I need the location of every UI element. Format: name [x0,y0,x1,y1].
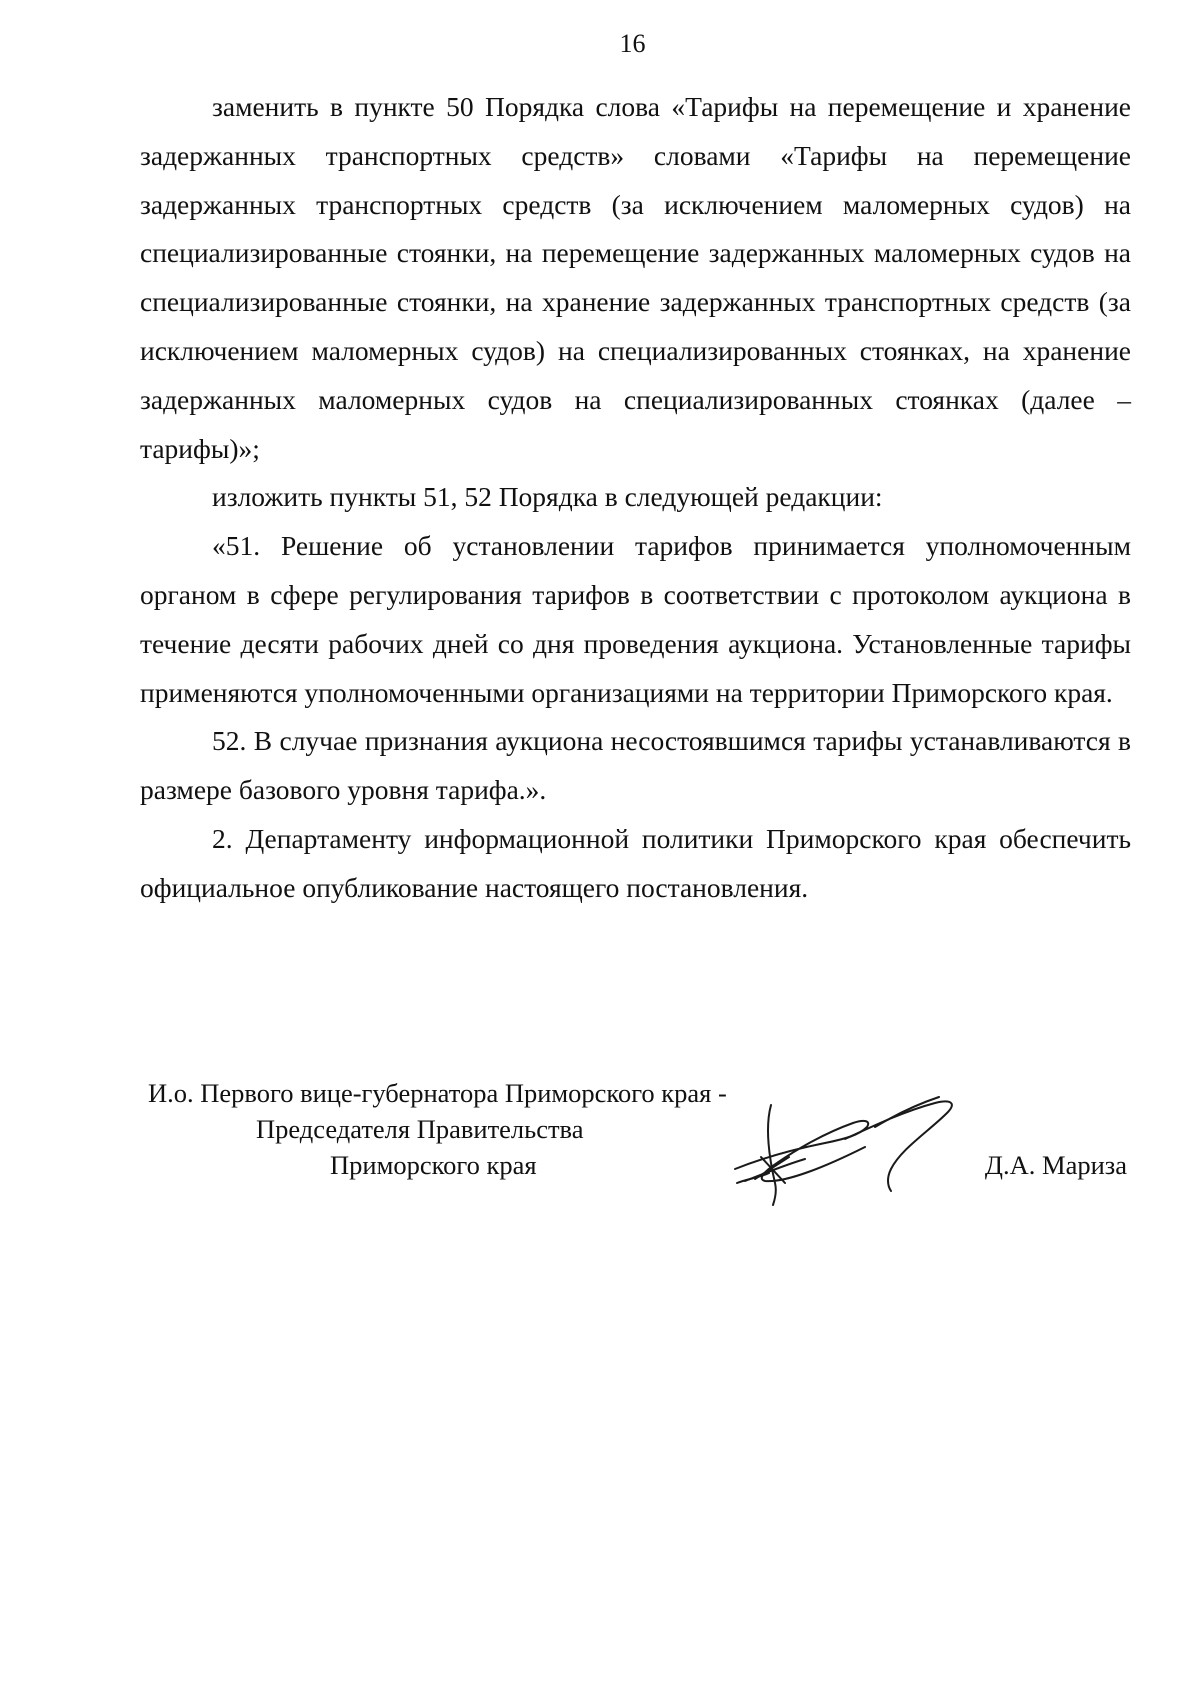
paragraph-publication: 2. Департаменту информационной политики Приморского края обеспечить официальное опубликование настоящего постановления. [140,822,1131,903]
signatory-title-line-2: Председателя Правительства [256,1114,584,1144]
document-body [140,83,1131,913]
page-number: 16 [619,29,646,58]
signature-block [140,1075,1131,1225]
paragraph-item-52: 52. В случае признания аукциона несостоявшимся тарифы устанавливаются в размере базового уровня тарифа.». [140,725,1131,806]
signatory-title-line-1: И.о. Первого вице-губернатора Приморского края - [148,1078,727,1108]
signatory-title-line-3: Приморского края [330,1150,537,1180]
handwritten-signature-icon [725,1087,985,1207]
paragraph-item-51: «51. Решение об установлении тарифов принимается уполномоченным органом в сфере регулирования тарифов в соответствии с протоколом аукциона в течение десяти рабочих дней со дня проведения аукциона. Установленные тарифы применяются уполномоченными организациями на территории Приморского края. [140,530,1131,708]
signatory-title [148,1075,798,1183]
paragraph-restate-items: изложить пункты 51, 52 Порядка в следующей редакции: [212,481,883,513]
signatory-name: Д.А. Мариза [984,1150,1127,1180]
paragraph-replace-item-50: заменить в пункте 50 Порядка слова «Тарифы на перемещение и хранение задержанных транспортных средств» словами «Тарифы на перемещение задержанных транспортных средств (за исключением маломерных судов) на специализированные стоянки, на перемещение задержанных маломерных судов на специализированные стоянки, на хранение задержанных транспортных средств (за исключением маломерных судов) на специализированных стоянках, на хранение задержанных маломерных судов на специализированных стоянках (далее – тарифы)»; [140,91,1131,464]
